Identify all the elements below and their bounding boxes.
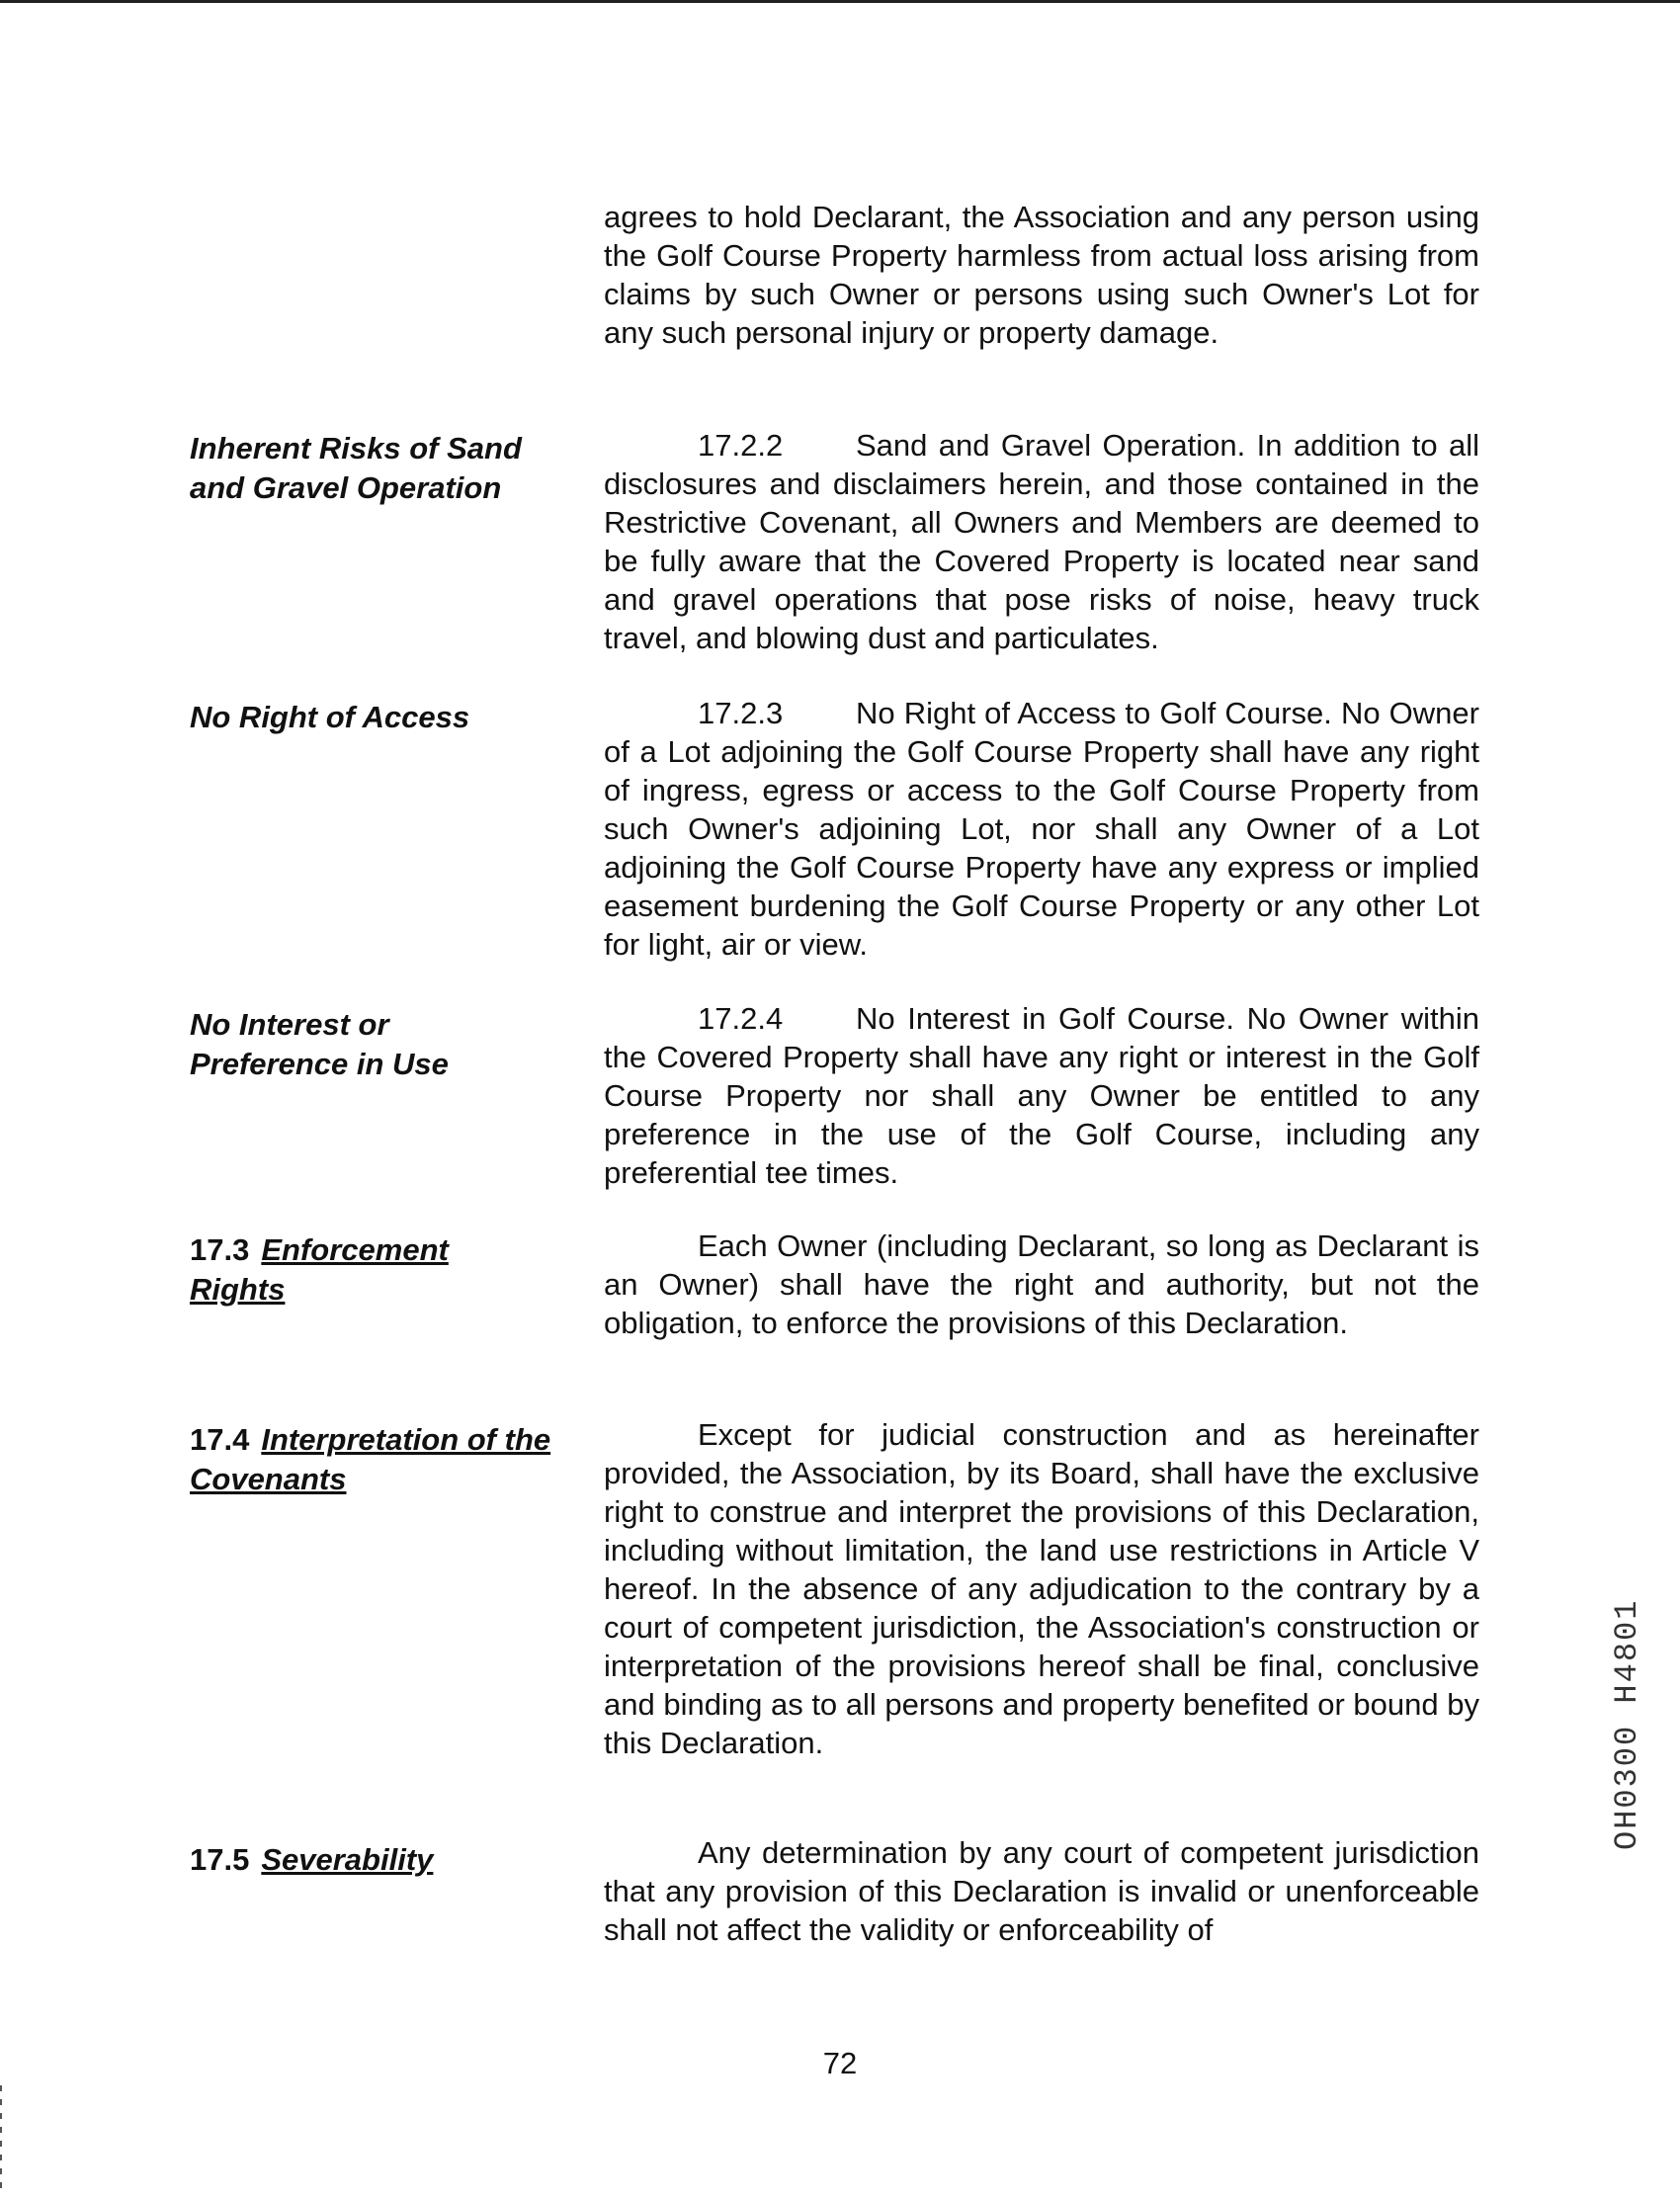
clause-text: No Interest in Golf Course. No Owner within the Covered Property shall have any right or interest in the Golf Course Property nor shall any Owner be entitled to any preference in the use of the Golf Course, including any preferential tee times.: [604, 1001, 1479, 1190]
section-number: 17.5: [190, 1842, 250, 1877]
clause-body-17-2-3: [604, 694, 1479, 964]
side-heading-sand-gravel: Inherent Risks of Sand and Gravel Operation: [190, 431, 522, 505]
section-title: Interpretation of the Covenants: [190, 1422, 551, 1496]
page-top-border: [0, 0, 1680, 3]
clause-body-17-2-4: [604, 999, 1479, 1192]
clause-body-17-5: Any determination by any court of competent jurisdiction that any provision of this Declaration is invalid or unenforceable shall not affect the validity or enforceability of: [604, 1835, 1479, 1947]
clause-text: Sand and Gravel Operation. In addition to all disclosures and disclaimers herein, and those contained in the Restrictive Covenant, all Owners and Members are deemed to be fully aware that the Covered Property is located near sand and gravel operations that pose risks of noise, heavy truck travel, and blowing dust and particulates.: [604, 428, 1479, 655]
section-number: 17.3: [190, 1232, 250, 1267]
clause-body-17-3: Each Owner (including Declarant, so long as Declarant is an Owner) shall have the right and authority, but not the obligation, to enforce the provisions of this Declaration.: [604, 1228, 1479, 1340]
bates-stamp: OH0300 H4801: [1609, 1598, 1645, 1851]
clause-number: 17.2.3: [698, 696, 784, 730]
clause-number: 17.2.4: [698, 1001, 784, 1036]
side-heading-no-right-of-access: No Right of Access: [190, 700, 470, 734]
side-heading-enforcement-rights: [190, 1230, 516, 1310]
page-number: 72: [822, 2046, 858, 2080]
side-heading-no-interest: No Interest or Preference in Use: [190, 1007, 449, 1081]
section-title: Enforcement Rights: [190, 1232, 449, 1307]
continuation-paragraph: agrees to hold Declarant, the Association and any person using the Golf Course Property harmless from actual loss arising from claims by such Owner or persons using such Owner's Lot for any such personal injury or property damage.: [604, 200, 1479, 350]
clause-body-17-4: Except for judicial construction and as hereinafter provided, the Association, by its Board, shall have the exclusive right to construe and interpret the provisions of this Declaration, including without limitation, the land use restrictions in Article V hereof. In the absence of any adjudication to the contrary by a court of competent jurisdiction, the Association's construction or interpretation of the provisions hereof shall be final, conclusive and binding as to all persons and property benefited or bound by this Declaration.: [604, 1417, 1479, 1760]
clause-number: 17.2.2: [698, 428, 784, 463]
section-number: 17.4: [190, 1422, 250, 1457]
scan-edge-mark: [0, 2085, 2, 2194]
side-heading-severability: [190, 1840, 585, 1880]
section-title: Severability: [261, 1842, 434, 1877]
clause-text: No Right of Access to Golf Course. No Owner of a Lot adjoining the Golf Course Property shall have any right of ingress, egress or access to the Golf Course Property from such Owner's adjoining Lot, nor shall any Owner of a Lot adjoining the Golf Course Property have any express or implied easement burdening the Golf Course Property or any other Lot for light, air or view.: [604, 696, 1479, 962]
side-heading-interpretation: [190, 1420, 575, 1499]
clause-body-17-2-2: [604, 426, 1479, 657]
